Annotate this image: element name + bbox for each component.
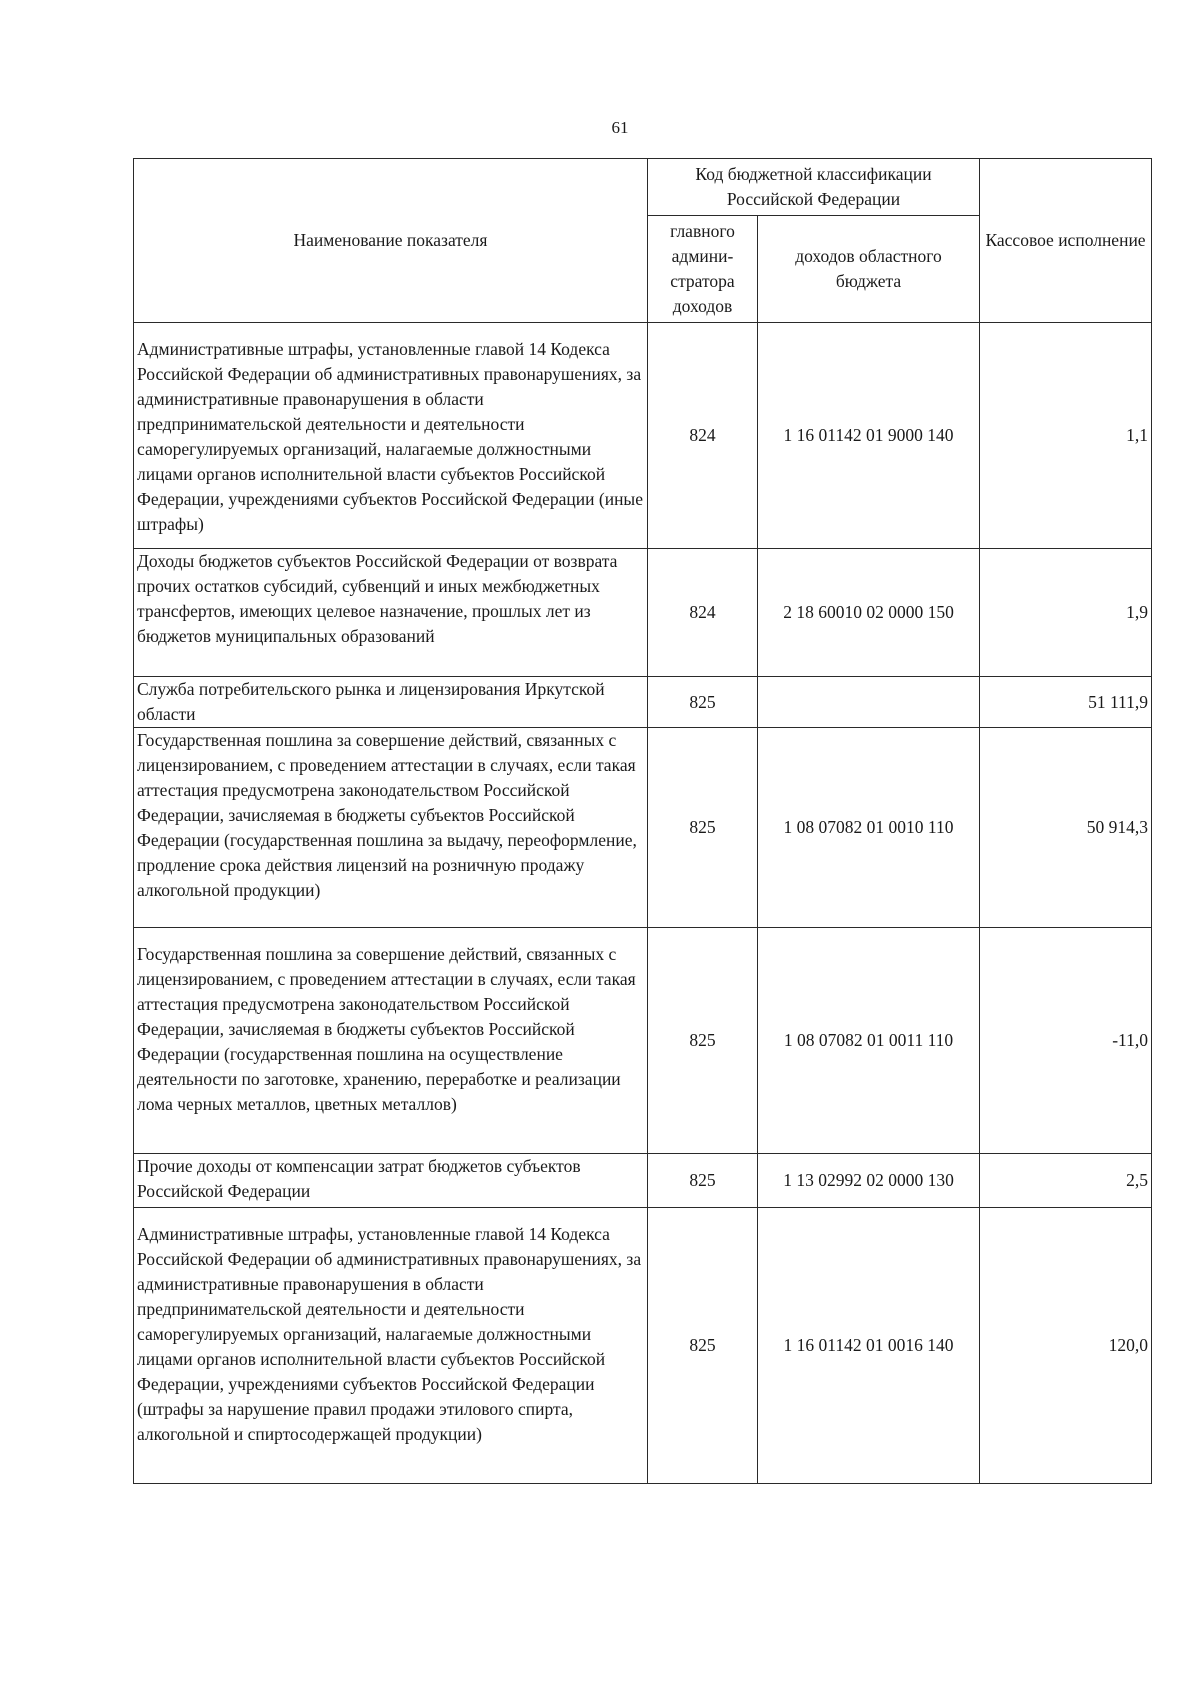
row-income-code: 1 13 02992 02 0000 130 bbox=[758, 1154, 980, 1208]
row-name: Доходы бюджетов субъектов Российской Федерации от возврата прочих остатков субсидий, субвенций и иных межбюджетных трансфертов, имеющих целевое назначение, прошлых лет из бюджетов муниципальных образований bbox=[134, 549, 648, 677]
row-income-code: 1 08 07082 01 0011 110 bbox=[758, 928, 980, 1154]
row-income-code bbox=[758, 677, 980, 728]
row-amount: 120,0 bbox=[980, 1208, 1152, 1484]
header-admin: главного админи-стратора доходов bbox=[648, 216, 758, 323]
row-name: Государственная пошлина за совершение действий, связанных с лицензированием, с проведением аттестации в случаях, если такая аттестация предусмотрена законодательством Российской Федерации, зачисляемая в бюджеты субъектов Российской Федерации (государственная пошлина за выдачу, переоформление, продление срока действия лицензий на розничную продажу алкогольной продукции) bbox=[134, 728, 648, 928]
row-income-code: 1 08 07082 01 0010 110 bbox=[758, 728, 980, 928]
row-income-code: 1 16 01142 01 0016 140 bbox=[758, 1208, 980, 1484]
table-row bbox=[134, 1208, 1152, 1484]
header-code-group: Код бюджетной классификации Российской Федерации bbox=[648, 159, 980, 216]
row-amount: 2,5 bbox=[980, 1154, 1152, 1208]
row-name: Служба потребительского рынка и лицензирования Иркутской области bbox=[134, 677, 648, 728]
header-amount: Кассовое исполнение bbox=[980, 159, 1152, 323]
header-income-code: доходов областного бюджета bbox=[758, 216, 980, 323]
row-name: Прочие доходы от компенсации затрат бюджетов субъектов Российской Федерации bbox=[134, 1154, 648, 1208]
table-row bbox=[134, 677, 1152, 728]
table-row bbox=[134, 728, 1152, 928]
row-name: Государственная пошлина за совершение действий, связанных с лицензированием, с проведением аттестации в случаях, если такая аттестация предусмотрена законодательством Российской Федерации, зачисляемая в бюджеты субъектов Российской Федерации (государственная пошлина на осуществление деятельности по заготовке, хранению, переработке и реализации лома черных металлов, цветных металлов) bbox=[134, 928, 648, 1154]
table-row bbox=[134, 1154, 1152, 1208]
row-income-code: 1 16 01142 01 9000 140 bbox=[758, 323, 980, 549]
row-name: Административные штрафы, установленные главой 14 Кодекса Российской Федерации об административных правонарушениях, за административные правонарушения в области предпринимательской деятельности и деятельности саморегулируемых организаций, налагаемые должностными лицами органов исполнительной власти субъектов Российской Федерации, учреждениями субъектов Российской Федерации (штрафы за нарушение правил продажи этилового спирта, алкогольной и спиртосодержащей продукции) bbox=[134, 1208, 648, 1484]
row-name: Административные штрафы, установленные главой 14 Кодекса Российской Федерации об административных правонарушениях, за административные правонарушения в области предпринимательской деятельности и деятельности саморегулируемых организаций, налагаемые должностными лицами органов исполнительной власти субъектов Российской Федерации, учреждениями субъектов Российской Федерации (иные штрафы) bbox=[134, 323, 648, 549]
table-row bbox=[134, 549, 1152, 677]
page-number: 61 bbox=[611, 118, 629, 137]
header-name: Наименование показателя bbox=[134, 159, 648, 323]
header-row-1 bbox=[134, 159, 1152, 216]
row-amount: 1,1 bbox=[980, 323, 1152, 549]
row-admin-code: 825 bbox=[648, 928, 758, 1154]
row-amount: 51 111,9 bbox=[980, 677, 1152, 728]
row-admin-code: 824 bbox=[648, 323, 758, 549]
row-admin-code: 825 bbox=[648, 677, 758, 728]
row-amount: -11,0 bbox=[980, 928, 1152, 1154]
row-admin-code: 824 bbox=[648, 549, 758, 677]
row-income-code: 2 18 60010 02 0000 150 bbox=[758, 549, 980, 677]
revenue-table bbox=[133, 158, 1152, 1484]
row-admin-code: 825 bbox=[648, 1154, 758, 1208]
row-admin-code: 825 bbox=[648, 1208, 758, 1484]
table-row bbox=[134, 323, 1152, 549]
table-row bbox=[134, 928, 1152, 1154]
row-amount: 50 914,3 bbox=[980, 728, 1152, 928]
row-amount: 1,9 bbox=[980, 549, 1152, 677]
row-admin-code: 825 bbox=[648, 728, 758, 928]
